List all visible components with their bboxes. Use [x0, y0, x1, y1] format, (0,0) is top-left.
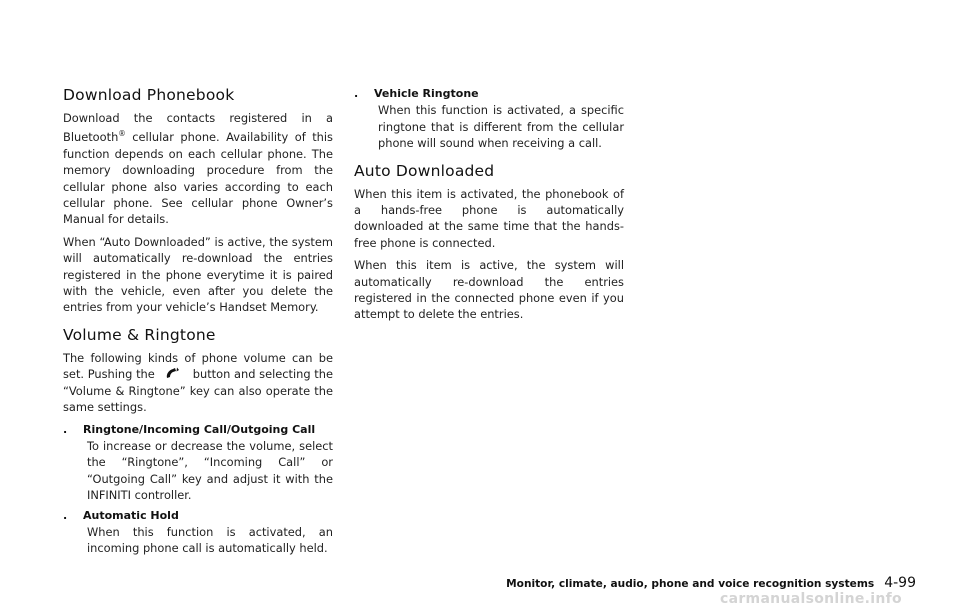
right-column [354, 86, 624, 329]
page-footer [506, 575, 916, 591]
bullet-marker: . [63, 422, 68, 436]
bullet-automatic-hold [63, 508, 333, 557]
bullet-title-ringtone: Ringtone/Incoming Call/Outgoing Call [83, 422, 316, 436]
auto-downloaded-paragraph-1: When this item is activated, the phonebook of a hands-free phone is automatically downloaded at the same time that the hands-free phone is connected. [354, 186, 624, 250]
bullet-ringtone-incoming-outgoing [63, 422, 333, 504]
download-phonebook-p1-start: Download the contacts registered in a Bluetooth [63, 111, 333, 145]
volume-ringtone-p1-start: The following kinds of phone volume can be set. Pushing the [63, 350, 333, 382]
heading-download-phonebook: Download Phonebook [63, 86, 235, 104]
footer-section-title: Monitor, climate, audio, phone and voice recognition systems [506, 578, 875, 590]
registered-trademark-symbol: ® [118, 129, 126, 139]
bullet-title-vehicle-ringtone: Vehicle Ringtone [374, 87, 479, 100]
bullet-marker: . [354, 87, 359, 100]
page-number: 4-99 [884, 575, 916, 591]
bullet-body-vehicle-ringtone: When this function is activated, a specific ringtone that is different from the cellular phone will sound when receiving a call. [378, 103, 624, 151]
heading-volume-ringtone: Volume & Ringtone [63, 325, 216, 344]
volume-ringtone-p1-end: button and selecting the “Volume & Ringtone” key can also operate the same settings. [63, 367, 333, 415]
bullet-title-automatic-hold: Automatic Hold [83, 508, 179, 522]
bullet-marker: . [63, 508, 68, 522]
bullet-vehicle-ringtone [354, 86, 624, 152]
bullet-body-automatic-hold: When this function is activated, an incoming phone call is automatically held. [87, 524, 333, 556]
download-phonebook-paragraph-2: When “Auto Downloaded” is active, the system will automatically re-download the entries registered in the phone everytime it is paired with the vehicle, even after you delete the entries from your vehicle’s Handset Memory. [63, 234, 333, 315]
watermark: carmanualsonline.info [720, 591, 902, 607]
volume-ringtone-paragraph [63, 350, 333, 416]
heading-auto-downloaded: Auto Downloaded [354, 161, 495, 180]
auto-downloaded-paragraph-2: When this item is active, the system will automatically re-download the entries registered in the connected phone even if you attempt to delete the entries. [354, 258, 624, 322]
phone-button-icon [163, 367, 185, 379]
bullet-body-ringtone: To increase or decrease the volume, select the “Ringtone”, “Incoming Call” or “Outgoing Call” key and adjust it with the INFINITI controller. [87, 438, 333, 503]
left-column [63, 86, 333, 561]
download-phonebook-paragraph-1 [63, 110, 333, 228]
download-phonebook-p1-end: cellular phone. Availability of this function depends on each cellular phone. The memory downloading procedure from the cellular phone also varies according to each cellular phone. See cellular phone Owner’s Manual for details. [63, 130, 333, 227]
